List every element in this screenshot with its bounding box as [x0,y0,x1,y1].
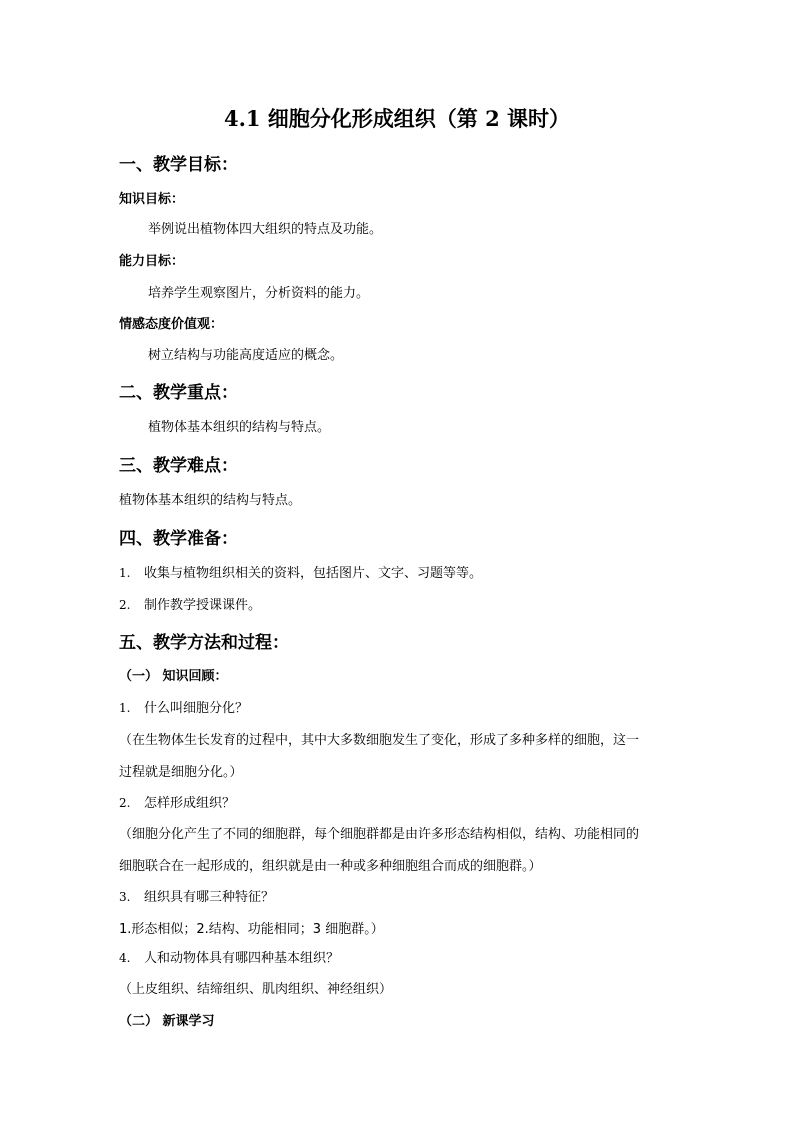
question-2 [119,792,235,811]
question-number: 2. [119,796,131,810]
question-text: 组织具有哪三种特征？ [144,890,275,905]
subheading-review: （一） 知识回顾： [119,669,228,684]
section-heading-difficulties: 三、教学难点： [119,456,238,476]
section-heading-objectives: 一、教学目标： [119,155,238,175]
question-text: 怎样形成组织？ [144,796,236,811]
question-number: 1. [119,701,131,715]
list-item-text: 收集与植物组织相关的资料，包括图片、文字、习题等等。 [144,566,483,581]
text-knowledge-objective: 举例说出植物体四大组织的特点及功能。 [148,222,383,237]
answer-1-line-1: （在生物体生长发育的过程中，其中大多数细胞发生了变化，形成了多种多样的细胞，这一 [119,733,640,748]
document-title: 4.1 细胞分化形成组织（第 2 课时） [223,106,571,131]
text-emotion-objective: 树立结构与功能高度适应的概念。 [148,348,344,363]
text-ability-objective: 培养学生观察图片，分析资料的能力。 [148,286,370,301]
list-item-number: 2. [119,598,131,612]
answer-2-line-2: 细胞联合在一起形成的，组织就是由一种或多种细胞组合而成的细胞群。） [119,859,542,874]
section-heading-preparation: 四、教学准备： [119,529,238,549]
list-item [119,594,261,613]
section-heading-methods: 五、教学方法和过程： [119,633,289,653]
list-item [119,562,482,581]
section-heading-key-points: 二、教学重点： [119,383,238,403]
question-4 [119,947,339,966]
question-1 [119,697,248,716]
answer-3: 1.形态相似；2.结构、功能相同；3 细胞群。） [119,922,384,937]
label-ability-objective: 能力目标： [119,254,185,269]
question-text: 人和动物体具有哪四种基本组织？ [144,951,340,966]
question-text: 什么叫细胞分化？ [144,701,249,716]
text-difficulties: 植物体基本组织的结构与特点。 [119,493,302,508]
label-emotion-objective: 情感态度价值观： [119,317,224,332]
question-number: 3. [119,890,131,904]
question-number: 4. [119,951,131,965]
subheading-new-lesson: （二） 新课学习 [119,1014,215,1029]
list-item-text: 制作教学授课课件。 [144,598,262,613]
question-3 [119,886,274,905]
answer-1-line-2: 过程就是细胞分化。） [119,765,243,780]
text-key-points: 植物体基本组织的结构与特点。 [148,420,331,435]
label-knowledge-objective: 知识目标： [119,192,185,207]
list-item-number: 1. [119,566,131,580]
answer-2-line-1: （细胞分化产生了不同的细胞群，每个细胞群都是由许多形态结构相似，结构、功能相同的 [119,827,640,842]
answer-4: （上皮组织、结缔组织、肌肉组织、神经组织） [119,982,393,997]
